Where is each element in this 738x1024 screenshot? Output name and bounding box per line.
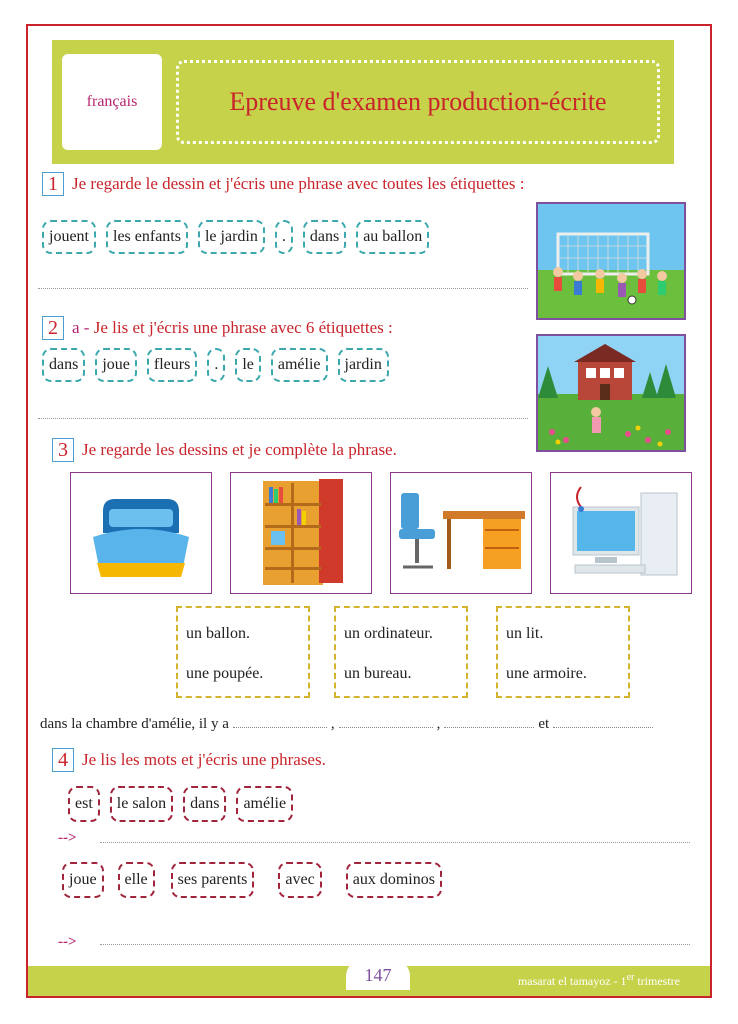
writing-line[interactable] <box>100 842 690 843</box>
word-tag[interactable]: le <box>235 348 261 382</box>
writing-line[interactable] <box>38 418 528 419</box>
bed-icon <box>70 472 212 594</box>
word-tag[interactable]: amélie <box>271 348 328 382</box>
section-3-header <box>52 438 397 462</box>
blank-1[interactable] <box>233 716 327 728</box>
section-1-number: 1 <box>42 172 64 196</box>
word-box-1 <box>176 606 310 698</box>
word-tag[interactable]: . <box>207 348 225 382</box>
title-frame <box>176 60 660 144</box>
separator-comma: , <box>436 716 441 732</box>
word-option: un lit. <box>506 625 544 642</box>
footer-bar <box>28 966 710 996</box>
section-2-tags <box>42 348 399 382</box>
word-option: un bureau. <box>344 665 412 682</box>
section-2-prefix: a - <box>72 318 90 337</box>
writing-line[interactable] <box>38 288 528 289</box>
section-1-tags <box>42 220 439 254</box>
word-box-2 <box>334 606 468 698</box>
word-tag[interactable]: jardin <box>338 348 389 382</box>
sentence-start: dans la chambre d'amélie, il y a <box>40 716 229 732</box>
computer-icon <box>550 472 692 594</box>
writing-line[interactable] <box>100 944 690 945</box>
section-2-header <box>42 316 393 340</box>
word-tag[interactable]: joue <box>95 348 137 382</box>
subject-badge <box>62 54 162 150</box>
blank-2[interactable] <box>339 716 433 728</box>
section-4-header <box>52 748 326 772</box>
word-tag[interactable]: dans <box>303 220 346 254</box>
separator-comma: , <box>330 716 335 732</box>
section-4-number: 4 <box>52 748 74 772</box>
desk-icon <box>390 472 532 594</box>
section-4-instruction: Je lis les mots et j'écris une phrases. <box>82 750 326 769</box>
section-2-number: 2 <box>42 316 64 340</box>
series-name: masarat el tamayoz - 1 <box>517 974 627 988</box>
header-banner <box>52 40 674 164</box>
word-tag[interactable]: au ballon <box>356 220 429 254</box>
subject-label: français <box>86 93 138 110</box>
section-1-instruction: Je regarde le dessin et j'écris une phrase avec toutes les étiquettes : <box>72 174 525 193</box>
word-tag[interactable]: ses parents <box>171 862 255 898</box>
word-tag[interactable]: amélie <box>236 786 293 822</box>
word-option: un ballon. <box>186 625 250 642</box>
section-3-number: 3 <box>52 438 74 462</box>
word-tag[interactable]: le salon <box>110 786 173 822</box>
page-number: 147 <box>346 960 410 990</box>
section-2-instruction <box>72 318 393 338</box>
word-tag[interactable]: avec <box>278 862 321 898</box>
word-tag[interactable]: joue <box>62 862 104 898</box>
section-3-instruction: Je regarde les dessins et je complète la phrase. <box>82 440 397 459</box>
word-tag[interactable]: fleurs <box>147 348 197 382</box>
word-tag[interactable]: . <box>275 220 293 254</box>
section-1-header <box>42 172 524 196</box>
word-tag[interactable]: est <box>68 786 100 822</box>
series-term: trimestre <box>637 974 680 988</box>
word-tag[interactable]: aux dominos <box>346 862 442 898</box>
section-4-row-1-tags <box>68 786 303 822</box>
kids-playing-ball-image <box>536 202 686 320</box>
word-tag[interactable]: elle <box>118 862 155 898</box>
word-tag[interactable]: le jardin <box>198 220 265 254</box>
bookcase-icon <box>230 472 372 594</box>
section-4-row-2-tags <box>62 862 452 898</box>
section-2-text: Je lis et j'écris une phrase avec 6 étiquettes : <box>93 318 393 337</box>
word-tag[interactable]: dans <box>183 786 226 822</box>
word-tag[interactable]: dans <box>42 348 85 382</box>
arrow-icon: --> <box>58 830 77 846</box>
blank-4[interactable] <box>553 716 653 728</box>
arrow-icon: --> <box>58 934 77 950</box>
word-option: un ordinateur. <box>344 625 433 642</box>
word-option: une armoire. <box>506 665 587 682</box>
word-tag[interactable]: les enfants <box>106 220 188 254</box>
series-label <box>518 972 680 989</box>
word-box-3 <box>496 606 630 698</box>
page-title: Epreuve d'examen production-écrite <box>229 87 607 116</box>
blank-3[interactable] <box>444 716 534 728</box>
word-tag[interactable]: jouent <box>42 220 96 254</box>
word-option: une poupée. <box>186 665 264 682</box>
girl-garden-house-image <box>536 334 686 452</box>
separator-et: et <box>538 716 550 732</box>
worksheet-page <box>26 24 712 998</box>
completion-sentence <box>40 716 657 733</box>
series-superscript: er <box>626 972 635 983</box>
